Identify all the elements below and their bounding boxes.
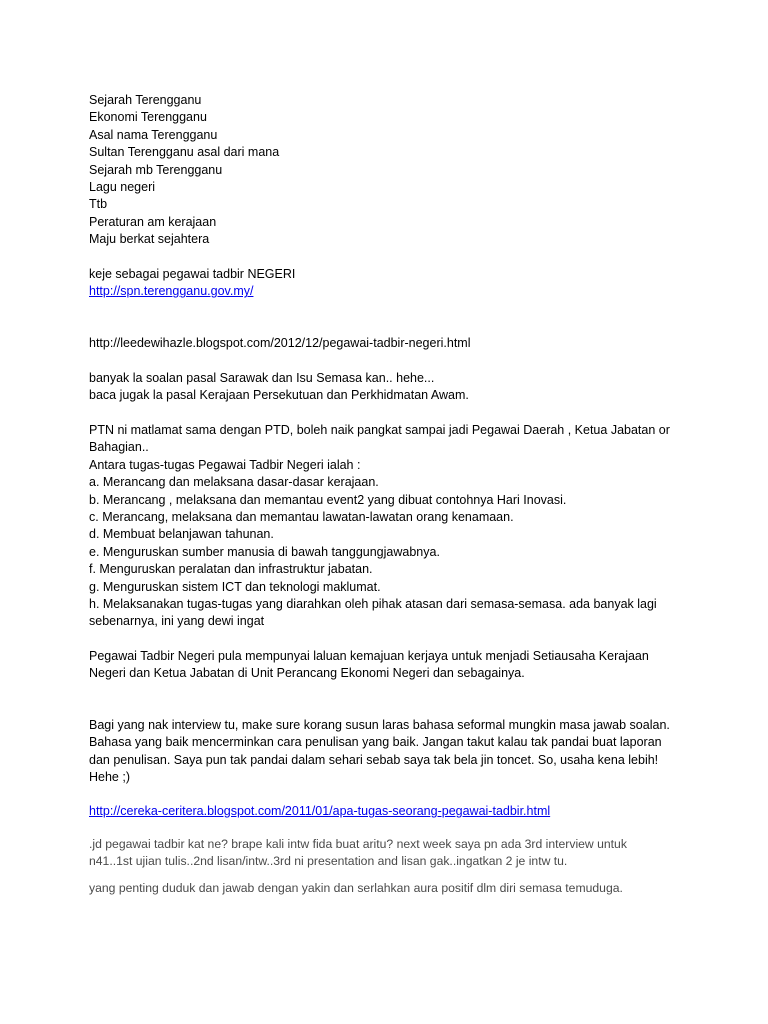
topic-item: Sejarah mb Terengganu xyxy=(89,162,223,177)
topic-item: Ekonomi Terengganu xyxy=(89,110,207,125)
duty-item: a. Merancang dan melaksana dasar-dasar kerajaan. xyxy=(89,475,379,490)
note-line: baca jugak la pasal Kerajaan Persekutuan dan Perkhidmatan Awam. xyxy=(89,388,469,403)
ptn-line: sebenarnya, ini yang dewi ingat xyxy=(89,614,265,629)
interview-line: Bahasa yang baik mencerminkan cara penulisan yang baik. Jangan takut kalau tak pandai buat laporan xyxy=(89,735,662,750)
interview-line: Bagi yang nak interview tu, make sure korang susun laras bahasa seformal mungkin masa jawab soalan. xyxy=(89,718,670,732)
interview-paragraph xyxy=(89,717,689,787)
comment-line: n41..1st ujian tulis..2nd lisan/intw..3rd ni presentation and lisan gak..ingatkan 2 je intw tu. xyxy=(89,854,568,869)
duty-item: g. Menguruskan sistem ICT dan teknologi maklumat. xyxy=(89,579,381,594)
source-url-block xyxy=(89,335,689,352)
spn-terengganu-link[interactable]: http://spn.terengganu.gov.my/ xyxy=(89,284,254,299)
ptn-line: Bahagian.. xyxy=(89,440,149,455)
duty-item: e. Menguruskan sumber manusia di bawah tanggungjawabnya. xyxy=(89,544,440,559)
topic-item: Peraturan am kerajaan xyxy=(89,214,217,229)
cereka-ceritera-link[interactable]: http://cereka-ceritera.blogspot.com/2011/01/apa-tugas-seorang-pegawai-tadbir.html xyxy=(89,804,551,818)
duty-item: b. Merancang , melaksana dan memantau event2 yang dibuat contohnya Hari Inovasi. xyxy=(89,492,567,507)
topic-list xyxy=(89,92,689,249)
closing-comment-line: yang penting duduk dan jawab dengan yakin dan serlahkan aura positif dlm diri semasa temuduga. xyxy=(89,881,623,895)
cereka-link-block xyxy=(89,803,689,820)
ptn-line: PTN ni matlamat sama dengan PTD, boleh naik pangkat sampai jadi Pegawai Daerah , Ketua Jabatan or xyxy=(89,423,670,437)
interview-line: Hehe ;) xyxy=(89,770,130,785)
ptn-line: Antara tugas-tugas Pegawai Tadbir Negeri ialah : xyxy=(89,457,361,472)
topic-item: Lagu negeri xyxy=(89,180,156,195)
duty-item: c. Merancang, melaksana dan memantau lawatan-lawatan orang kenamaan. xyxy=(89,510,514,525)
career-paragraph xyxy=(89,648,689,683)
ptn-duties-paragraph xyxy=(89,422,689,631)
job-intro-block xyxy=(89,266,689,301)
duty-item: h. Melaksanakan tugas-tugas yang diarahkan oleh pihak atasan dari semasa-semasa. ada banyak lagi xyxy=(89,597,657,612)
closing-comment-block xyxy=(89,880,689,897)
topic-item: Ttb xyxy=(89,197,108,212)
career-line: Pegawai Tadbir Negeri pula mempunyai laluan kemajuan kerjaya untuk menjadi Setiausaha Kerajaan xyxy=(89,649,649,663)
note-line: banyak la soalan pasal Sarawak dan Isu Semasa kan.. hehe... xyxy=(89,371,435,385)
topic-item: Asal nama Terengganu xyxy=(89,127,218,142)
topic-item: Sejarah Terengganu xyxy=(89,93,202,107)
duty-item: f. Menguruskan peralatan dan infrastruktur jabatan. xyxy=(89,562,373,577)
topic-item: Sultan Terengganu asal dari mana xyxy=(89,145,280,160)
source-url-text: http://leedewihazle.blogspot.com/2012/12/pegawai-tadbir-negeri.html xyxy=(89,336,471,350)
note-paragraph xyxy=(89,370,689,405)
job-intro-text: keje sebagai pegawai tadbir NEGERI xyxy=(89,267,296,281)
career-line: Negeri dan Ketua Jabatan di Unit Perancang Ekonomi Negeri dan sebagainya. xyxy=(89,666,525,681)
comment-paragraph xyxy=(89,836,689,871)
duty-item: d. Membuat belanjawan tahunan. xyxy=(89,527,274,542)
topic-item: Maju berkat sejahtera xyxy=(89,232,210,247)
interview-line: dan penulisan. Saya pun tak pandai dalam sehari sebab saya tak bela jin toncet. So, usaha kena lebih! xyxy=(89,752,659,767)
comment-line: .jd pegawai tadbir kat ne? brape kali intw fida buat aritu? next week saya pn ada 3rd interview untuk xyxy=(89,837,627,851)
